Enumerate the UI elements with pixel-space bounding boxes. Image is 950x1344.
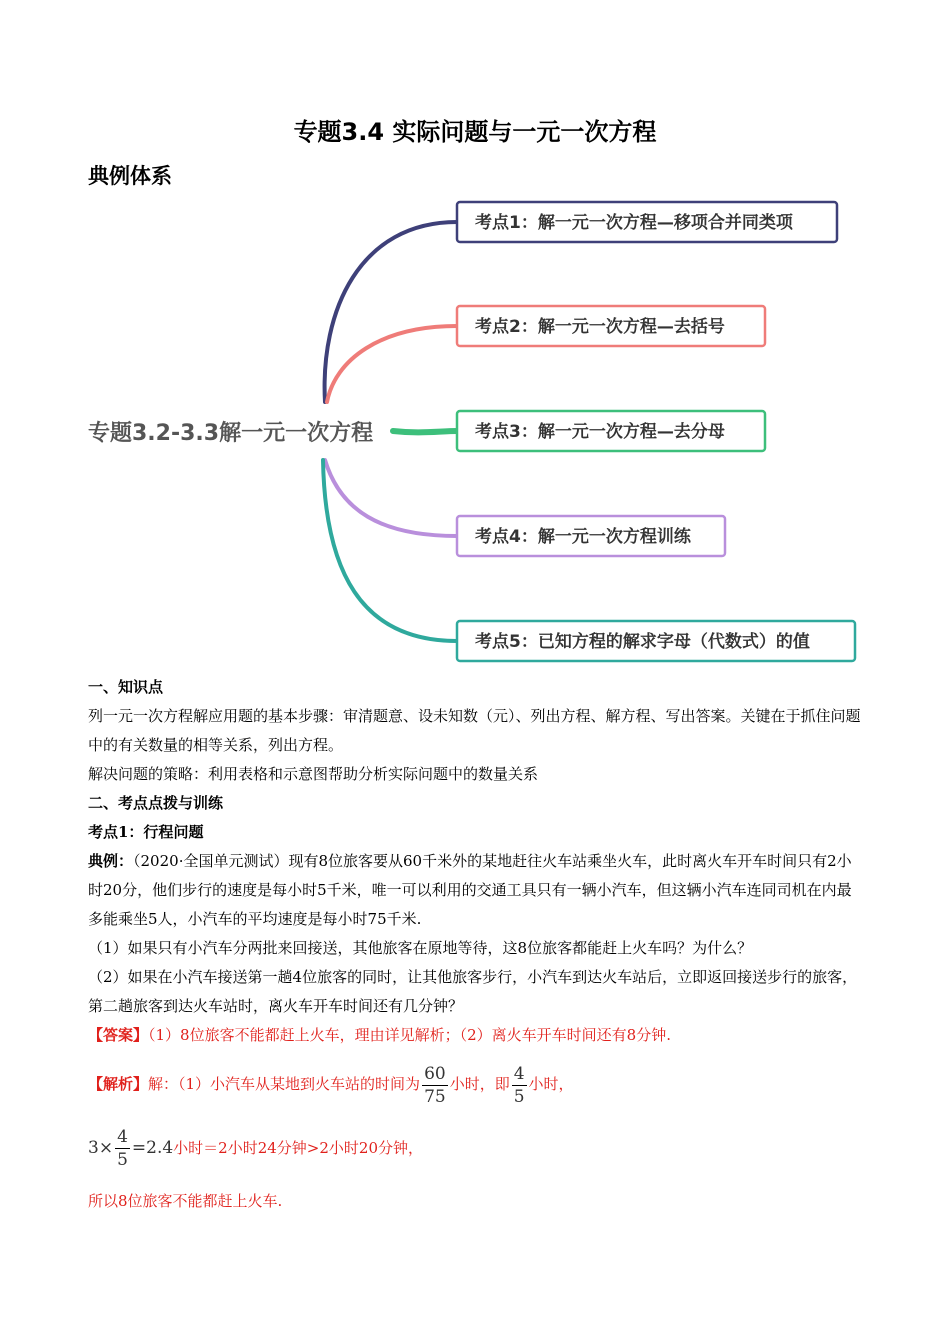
knowledge-heading: 一、知识点 — [88, 678, 164, 696]
training-heading: 二、考点点拨与训练 — [88, 794, 224, 812]
mind-map — [0, 190, 950, 670]
mind-map-node-label-4: 考点4：解一元一次方程训练 — [475, 527, 691, 547]
mind-map-branch-5 — [323, 460, 457, 641]
analysis-text-c: 小时， — [528, 1075, 574, 1093]
mind-map-central-topic: 专题3.2-3.3解一元一次方程 — [88, 421, 374, 446]
answer-line — [88, 1021, 866, 1050]
analysis-text-b: 小时，即 — [449, 1075, 510, 1093]
fraction-numerator: 4 — [117, 1127, 128, 1147]
analysis-line — [88, 1062, 866, 1108]
document-body — [88, 673, 866, 1216]
fraction-4-5-calc — [115, 1126, 130, 1171]
answer-tag: 【答案】 — [88, 1026, 149, 1044]
fraction-denominator: 5 — [117, 1150, 128, 1170]
conclusion-line: 所以8位旅客不能都赶上火车. — [88, 1192, 283, 1210]
mind-map-node-label-3: 考点3：解一元一次方程—去分母 — [475, 422, 725, 442]
calc-result: =2.4 — [131, 1137, 174, 1158]
calculation-line — [88, 1126, 866, 1172]
fraction-60-75 — [422, 1063, 448, 1108]
mind-map-node-label-2: 考点2：解一元一次方程—去括号 — [475, 317, 725, 337]
section-heading: 典例体系 — [88, 164, 172, 188]
mind-map-branch-3 — [393, 431, 457, 432]
mind-map-node-label-1: 考点1：解一元一次方程—移项合并同类项 — [475, 213, 793, 233]
fraction-denominator: 5 — [513, 1086, 525, 1107]
analysis-text-a: 解：（1）小汽车从某地到火车站的时间为 — [148, 1075, 421, 1093]
calc-text: 小时＝2小时24分钟>2小时20分钟， — [173, 1138, 424, 1157]
mind-map-branch-2 — [327, 326, 457, 402]
fraction-numerator: 60 — [424, 1063, 446, 1084]
fraction-numerator: 4 — [513, 1063, 525, 1084]
topic-heading: 考点1：行程问题 — [88, 823, 204, 841]
question-2: （2）如果在小汽车接送第一趟4位旅客的同时，让其他旅客步行，小汽车到达火车站后，立即返回接送步行的旅客，第二趟旅客到达火车站时，离火车开车时间还有几分钟？ — [88, 968, 858, 1015]
example-label: 典例： — [88, 852, 134, 870]
mind-map-branch-4 — [325, 460, 457, 536]
answer-text: （1）8位旅客不能都赶上火车，理由详见解析；（2）离火车开车时间还有8分钟. — [148, 1026, 671, 1044]
example-text: （2020·全国单元测试）现有8位旅客要从60千米外的某地赶往火车站乘坐火车，此时离火车开车时间只有2小时20分，他们步行的速度是每小时5千米，唯一可以利用的交通工具只有一辆小汽车，但这辆小汽车连同司机在内最多能乘坐5人，小汽车的平均速度是每小时75千米. — [88, 852, 852, 928]
fraction-denominator: 75 — [424, 1086, 446, 1107]
strategy-paragraph: 解决问题的策略：利用表格和示意图帮助分析实际问题中的数量关系 — [88, 765, 539, 783]
knowledge-paragraph: 列一元一次方程解应用题的基本步骤：审清题意、设未知数（元）、列出方程、解方程、写出答案。关键在于抓住问题中的有关数量的相等关系，列出方程。 — [88, 707, 861, 754]
page-title: 专题3.4 实际问题与一元一次方程 — [293, 118, 657, 146]
question-1: （1）如果只有小汽车分两批来回接送，其他旅客在原地等待，这8位旅客都能赶上火车吗？为什么？ — [88, 939, 753, 957]
calc-prefix: 3× — [88, 1137, 114, 1158]
mind-map-branch-1 — [325, 222, 457, 402]
example-paragraph — [88, 847, 866, 934]
mind-map-node-label-5: 考点5：已知方程的解求字母（代数式）的值 — [475, 632, 810, 652]
fraction-4-5 — [512, 1063, 527, 1108]
analysis-tag: 【解析】 — [88, 1075, 149, 1093]
